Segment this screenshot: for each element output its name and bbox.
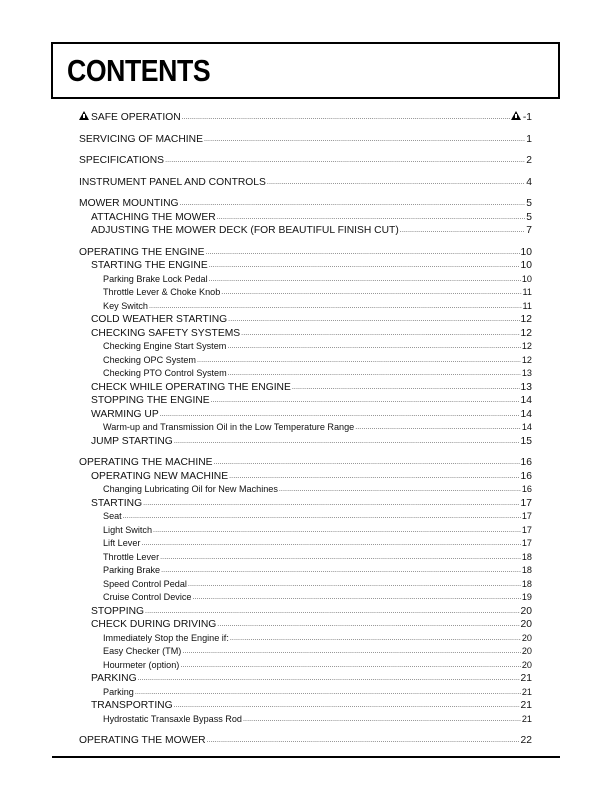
toc-page-number xyxy=(522,340,532,354)
toc-page-text: 19 xyxy=(521,592,532,602)
toc-entry-label xyxy=(79,246,205,260)
toc-entry-label xyxy=(103,510,122,524)
toc-entry-text: Key Switch xyxy=(103,300,148,311)
toc-entry-label xyxy=(103,632,229,646)
dot-leader xyxy=(138,672,520,686)
dot-leader xyxy=(192,591,520,605)
toc-entry-label xyxy=(91,408,159,422)
toc-entry-label xyxy=(91,381,291,395)
toc-entry-label xyxy=(91,435,173,449)
dot-leader xyxy=(279,483,521,497)
toc-entry-label xyxy=(91,497,142,511)
toc-page-text: 12 xyxy=(521,354,532,365)
toc-page-number xyxy=(521,246,532,260)
toc-entry[interactable] xyxy=(79,246,532,260)
dot-leader xyxy=(211,394,520,408)
dot-leader xyxy=(206,246,520,260)
toc-entry-label xyxy=(103,591,191,605)
toc-page-number xyxy=(522,524,532,538)
toc-page-number xyxy=(522,713,532,727)
toc-entry[interactable] xyxy=(79,381,532,395)
toc-entry-text: CHECK DURING DRIVING xyxy=(91,619,217,630)
toc-entry-label xyxy=(79,197,179,211)
toc-entry[interactable] xyxy=(79,176,532,190)
toc-entry-text: CHECKING SAFETY SYSTEMS xyxy=(91,327,241,339)
toc-page-text: 17 xyxy=(521,524,532,535)
toc-entry[interactable] xyxy=(79,645,532,659)
warning-icon xyxy=(79,111,89,120)
toc-page-number xyxy=(526,133,532,147)
toc-entry[interactable] xyxy=(79,340,532,354)
toc-page-number xyxy=(522,645,532,659)
toc-page-text: 16 xyxy=(520,470,532,482)
toc-entry-text: OPERATING THE ENGINE xyxy=(79,246,205,258)
toc-entry-text: COLD WEATHER STARTING xyxy=(91,314,228,325)
toc-entry-label xyxy=(79,133,203,147)
toc-entry[interactable] xyxy=(79,470,532,484)
toc-page-number xyxy=(521,456,532,470)
toc-entry[interactable] xyxy=(79,435,532,449)
toc-page-number xyxy=(522,564,532,578)
toc-entry[interactable] xyxy=(79,286,532,300)
toc-page-number xyxy=(522,483,532,497)
toc-page-number xyxy=(521,699,532,713)
toc-entry-text: ADJUSTING THE MOWER DECK (FOR BEAUTIFUL FINISH CUT) xyxy=(91,225,399,236)
dot-leader xyxy=(209,273,521,287)
dot-leader xyxy=(153,524,521,538)
toc-page-text: 12 xyxy=(520,327,532,339)
toc-entry-label xyxy=(91,699,173,713)
toc-entry-label xyxy=(91,224,399,238)
toc-entry[interactable] xyxy=(79,421,532,435)
toc-page-number xyxy=(521,327,532,341)
toc-group xyxy=(79,133,532,147)
toc-entry[interactable] xyxy=(79,211,532,225)
toc-page-number xyxy=(521,394,532,408)
toc-entry-label xyxy=(103,354,196,368)
dot-leader xyxy=(182,111,510,125)
toc-entry-text: OPERATING THE MACHINE xyxy=(79,457,213,468)
toc-page-number xyxy=(526,197,532,211)
toc-entry-label xyxy=(91,672,137,686)
dot-leader xyxy=(174,435,520,449)
dot-leader xyxy=(267,176,525,190)
toc-entry-text: STOPPING xyxy=(91,605,145,617)
toc-page-number xyxy=(526,176,532,190)
toc-entry[interactable] xyxy=(79,300,532,314)
toc-entry-label xyxy=(91,313,227,327)
toc-page-text: 17 xyxy=(521,511,532,521)
toc-page-number xyxy=(526,211,532,225)
toc-page-text: 17 xyxy=(520,497,532,509)
toc-entry[interactable] xyxy=(79,456,532,470)
toc-entry[interactable] xyxy=(79,699,532,713)
dot-leader xyxy=(243,713,521,727)
toc-page-text: 22 xyxy=(520,735,532,746)
toc-page-text: 17 xyxy=(521,538,532,548)
dot-leader xyxy=(228,367,521,381)
toc-page-text: 16 xyxy=(520,457,532,468)
toc-entry-text: Seat xyxy=(103,511,122,521)
toc-page-text: 5 xyxy=(526,198,532,209)
toc-page-number xyxy=(523,300,532,314)
toc-entry-text: Checking Engine Start System xyxy=(103,341,227,351)
toc-entry[interactable] xyxy=(79,672,532,686)
toc-entry[interactable] xyxy=(79,197,532,211)
toc-entry-text: Hourmeter (option) xyxy=(103,659,180,670)
toc-entry-text: Checking PTO Control System xyxy=(103,368,227,378)
toc-entry[interactable] xyxy=(79,659,532,673)
toc-page-number xyxy=(511,111,532,125)
toc-page-text: 21 xyxy=(520,700,532,711)
dot-leader xyxy=(230,632,521,646)
toc-entry-text: Hydrostatic Transaxle Bypass Rod xyxy=(103,713,242,724)
dot-leader xyxy=(123,510,521,524)
toc-entry-label xyxy=(91,259,208,273)
dot-leader xyxy=(227,340,521,354)
toc-page-text: 21 xyxy=(521,686,532,697)
toc-page-text: 21 xyxy=(520,673,532,684)
toc-entry-text: Immediately Stop the Engine if: xyxy=(103,632,229,643)
toc-entry[interactable] xyxy=(79,259,532,273)
toc-entry-label xyxy=(103,659,179,673)
toc-page-text: 21 xyxy=(521,713,532,724)
dot-leader xyxy=(188,578,521,592)
toc-entry-label xyxy=(103,524,152,538)
toc-entry[interactable] xyxy=(79,578,532,592)
toc-entry-text: Easy Checker (TM) xyxy=(103,646,182,656)
warning-icon xyxy=(511,111,521,120)
toc-entry-text: Parking Brake Lock Pedal xyxy=(103,273,208,284)
dot-leader xyxy=(400,224,525,238)
toc-page-text: 12 xyxy=(520,314,532,325)
dot-leader xyxy=(204,133,525,147)
toc-entry[interactable] xyxy=(79,483,532,497)
toc-entry-label xyxy=(91,470,228,484)
toc-group xyxy=(79,734,532,748)
toc-page-number xyxy=(521,497,532,511)
toc-entry-label xyxy=(79,176,266,190)
toc-entry-label xyxy=(91,211,216,225)
toc-page-text: 11 xyxy=(522,300,532,311)
toc-page-text: 1 xyxy=(526,133,532,145)
toc-entry-label xyxy=(103,286,220,300)
dot-leader xyxy=(217,618,519,632)
toc-entry[interactable] xyxy=(79,686,532,700)
toc-entry[interactable] xyxy=(79,734,532,748)
dot-leader xyxy=(209,259,520,273)
toc-page-text: 14 xyxy=(521,422,532,432)
toc-entry[interactable] xyxy=(79,154,532,168)
dot-leader xyxy=(135,686,521,700)
toc-page-number xyxy=(521,618,532,632)
toc-page-number xyxy=(522,578,532,592)
toc-entry-text: SPECIFICATIONS xyxy=(79,155,165,166)
toc-entry[interactable] xyxy=(79,133,532,147)
toc-entry-text: CHECK WHILE OPERATING THE ENGINE xyxy=(91,381,291,393)
toc-entry[interactable] xyxy=(79,524,532,538)
toc-entry-text: Throttle Lever xyxy=(103,551,160,562)
toc-page-number xyxy=(522,354,532,368)
toc-page-text: 12 xyxy=(521,341,532,351)
toc-entry-text: STOPPING THE ENGINE xyxy=(91,395,210,406)
toc-page-text: 11 xyxy=(522,287,532,297)
toc-entry-label xyxy=(91,605,144,619)
toc-entry[interactable] xyxy=(79,273,532,287)
toc-entry[interactable] xyxy=(79,111,532,125)
dot-leader xyxy=(229,470,519,484)
toc-entry[interactable] xyxy=(79,605,532,619)
page-title: CONTENTS xyxy=(67,53,211,88)
toc-entry-text: Changing Lubricating Oil for New Machines xyxy=(103,484,278,494)
toc-entry-text: ATTACHING THE MOWER xyxy=(91,211,216,223)
table-of-contents xyxy=(79,111,532,756)
toc-page-number xyxy=(521,672,532,686)
dot-leader xyxy=(141,537,520,551)
toc-page-text: 10 xyxy=(520,246,532,258)
toc-entry-label xyxy=(103,273,208,287)
toc-entry-label xyxy=(103,340,226,354)
toc-page-number xyxy=(522,273,532,287)
toc-entry[interactable] xyxy=(79,354,532,368)
toc-page-number xyxy=(523,286,532,300)
toc-page-number xyxy=(522,510,532,524)
toc-page-number xyxy=(522,551,532,565)
toc-entry-text: Warm-up and Transmission Oil in the Low Temperature Range xyxy=(103,422,355,432)
toc-page-text: 13 xyxy=(521,368,532,378)
toc-page-number xyxy=(521,408,532,422)
toc-group xyxy=(79,154,532,168)
toc-entry-label xyxy=(103,564,160,578)
toc-entry-label xyxy=(103,483,278,497)
toc-page-text: 20 xyxy=(520,605,532,617)
toc-entry-text: Throttle Lever & Choke Knob xyxy=(103,287,221,297)
dot-leader xyxy=(228,313,519,327)
toc-page-number xyxy=(522,421,532,435)
dot-leader xyxy=(292,381,520,395)
toc-entry-text: WARMING UP xyxy=(91,408,159,420)
toc-entry-label xyxy=(91,394,210,408)
toc-page-text: 14 xyxy=(520,395,532,406)
toc-page-number xyxy=(521,605,532,619)
toc-entry-label xyxy=(103,421,354,435)
toc-entry-text: Cruise Control Device xyxy=(103,592,192,602)
toc-page-text: 10 xyxy=(521,273,532,284)
contents-title-box xyxy=(51,42,560,99)
toc-entry-label xyxy=(103,367,227,381)
dot-leader xyxy=(197,354,521,368)
toc-entry[interactable] xyxy=(79,537,532,551)
dot-leader xyxy=(241,327,519,341)
toc-page-text: 14 xyxy=(520,408,532,420)
toc-entry[interactable] xyxy=(79,564,532,578)
dot-leader xyxy=(160,408,520,422)
toc-page-text: 2 xyxy=(526,155,532,166)
dot-leader xyxy=(207,734,520,748)
dot-leader xyxy=(149,300,522,314)
toc-entry-text: Parking xyxy=(103,686,134,697)
toc-page-number xyxy=(522,686,532,700)
toc-entry-text: TRANSPORTING xyxy=(91,700,173,711)
dot-leader xyxy=(182,645,521,659)
toc-page-text: 20 xyxy=(521,659,532,670)
toc-page-number xyxy=(521,435,532,449)
toc-entry-label xyxy=(103,645,181,659)
toc-entry-text: OPERATING THE MOWER xyxy=(79,735,206,746)
toc-entry-text: MOWER MOUNTING xyxy=(79,198,179,209)
toc-group xyxy=(79,111,532,125)
toc-page-text: 4 xyxy=(526,176,532,188)
toc-entry-text: JUMP STARTING xyxy=(91,435,173,447)
toc-entry-label xyxy=(91,618,216,632)
toc-page-text: 5 xyxy=(526,211,532,223)
toc-page-number xyxy=(522,367,532,381)
toc-entry-label xyxy=(103,713,242,727)
toc-page-text: 20 xyxy=(520,619,532,630)
toc-page-number xyxy=(521,381,532,395)
toc-entry-label xyxy=(103,300,148,314)
toc-entry[interactable] xyxy=(79,313,532,327)
toc-group xyxy=(79,246,532,449)
toc-entry[interactable] xyxy=(79,510,532,524)
toc-entry-label xyxy=(103,578,187,592)
toc-entry-text: INSTRUMENT PANEL AND CONTROLS xyxy=(79,176,266,188)
toc-page-text: 18 xyxy=(521,578,532,589)
toc-entry-text: SAFE OPERATION xyxy=(91,112,181,123)
toc-group xyxy=(79,176,532,190)
dot-leader xyxy=(160,551,521,565)
toc-page-text: 20 xyxy=(521,632,532,643)
toc-entry-label xyxy=(79,111,181,125)
toc-entry[interactable] xyxy=(79,408,532,422)
dot-leader xyxy=(355,421,521,435)
dot-leader xyxy=(180,197,526,211)
toc-entry-label xyxy=(79,734,206,748)
dot-leader xyxy=(143,497,519,511)
toc-entry[interactable] xyxy=(79,591,532,605)
dot-leader xyxy=(217,211,526,225)
toc-entry-text: OPERATING NEW MACHINE xyxy=(91,470,229,482)
toc-entry[interactable] xyxy=(79,394,532,408)
toc-page-number xyxy=(521,470,532,484)
toc-entry-text: STARTING THE ENGINE xyxy=(91,260,208,271)
toc-page-text: 13 xyxy=(520,381,532,393)
toc-entry[interactable] xyxy=(79,497,532,511)
toc-page-number xyxy=(521,259,532,273)
toc-page-text: 7 xyxy=(526,225,532,236)
toc-page-number xyxy=(526,154,532,168)
dot-leader xyxy=(174,699,520,713)
toc-page-number xyxy=(522,537,532,551)
toc-entry-label xyxy=(103,686,134,700)
toc-page-text: 16 xyxy=(521,484,532,494)
toc-entry[interactable] xyxy=(79,618,532,632)
toc-page-number xyxy=(522,659,532,673)
toc-entry[interactable] xyxy=(79,367,532,381)
dot-leader xyxy=(221,286,521,300)
dot-leader xyxy=(165,154,525,168)
bottom-rule-divider xyxy=(52,756,560,758)
toc-page-number xyxy=(526,224,532,238)
dot-leader xyxy=(214,456,520,470)
toc-entry[interactable] xyxy=(79,713,532,727)
dot-leader xyxy=(180,659,521,673)
toc-page-text: 18 xyxy=(521,551,532,562)
toc-entry-label xyxy=(103,537,140,551)
toc-entry-text: Parking Brake xyxy=(103,565,161,575)
toc-entry-text: Checking OPC System xyxy=(103,354,196,365)
toc-entry-label xyxy=(79,456,213,470)
toc-page-text: 20 xyxy=(521,646,532,656)
toc-entry-text: STARTING xyxy=(91,497,143,509)
toc-entry-text: Lift Lever xyxy=(103,538,141,548)
toc-page-text: 18 xyxy=(521,565,532,575)
toc-entry-text: Light Switch xyxy=(103,524,153,535)
toc-page-number xyxy=(521,313,532,327)
toc-entry-text: PARKING xyxy=(91,673,137,684)
toc-page-number xyxy=(522,632,532,646)
toc-page-text: 15 xyxy=(520,435,532,447)
toc-entry[interactable] xyxy=(79,327,532,341)
toc-entry-text: SERVICING OF MACHINE xyxy=(79,133,203,145)
toc-group xyxy=(79,197,532,238)
toc-group xyxy=(79,456,532,726)
toc-entry[interactable] xyxy=(79,632,532,646)
dot-leader xyxy=(161,564,521,578)
toc-entry-label xyxy=(91,327,240,341)
toc-page-number xyxy=(522,591,532,605)
toc-entry-text: Speed Control Pedal xyxy=(103,578,187,589)
toc-entry-label xyxy=(79,154,164,168)
toc-page-number xyxy=(521,734,532,748)
toc-page-text: -1 xyxy=(522,112,532,123)
toc-entry-label xyxy=(103,551,159,565)
dot-leader xyxy=(145,605,520,619)
toc-page-text: 10 xyxy=(520,260,532,271)
toc-entry[interactable] xyxy=(79,224,532,238)
toc-entry[interactable] xyxy=(79,551,532,565)
